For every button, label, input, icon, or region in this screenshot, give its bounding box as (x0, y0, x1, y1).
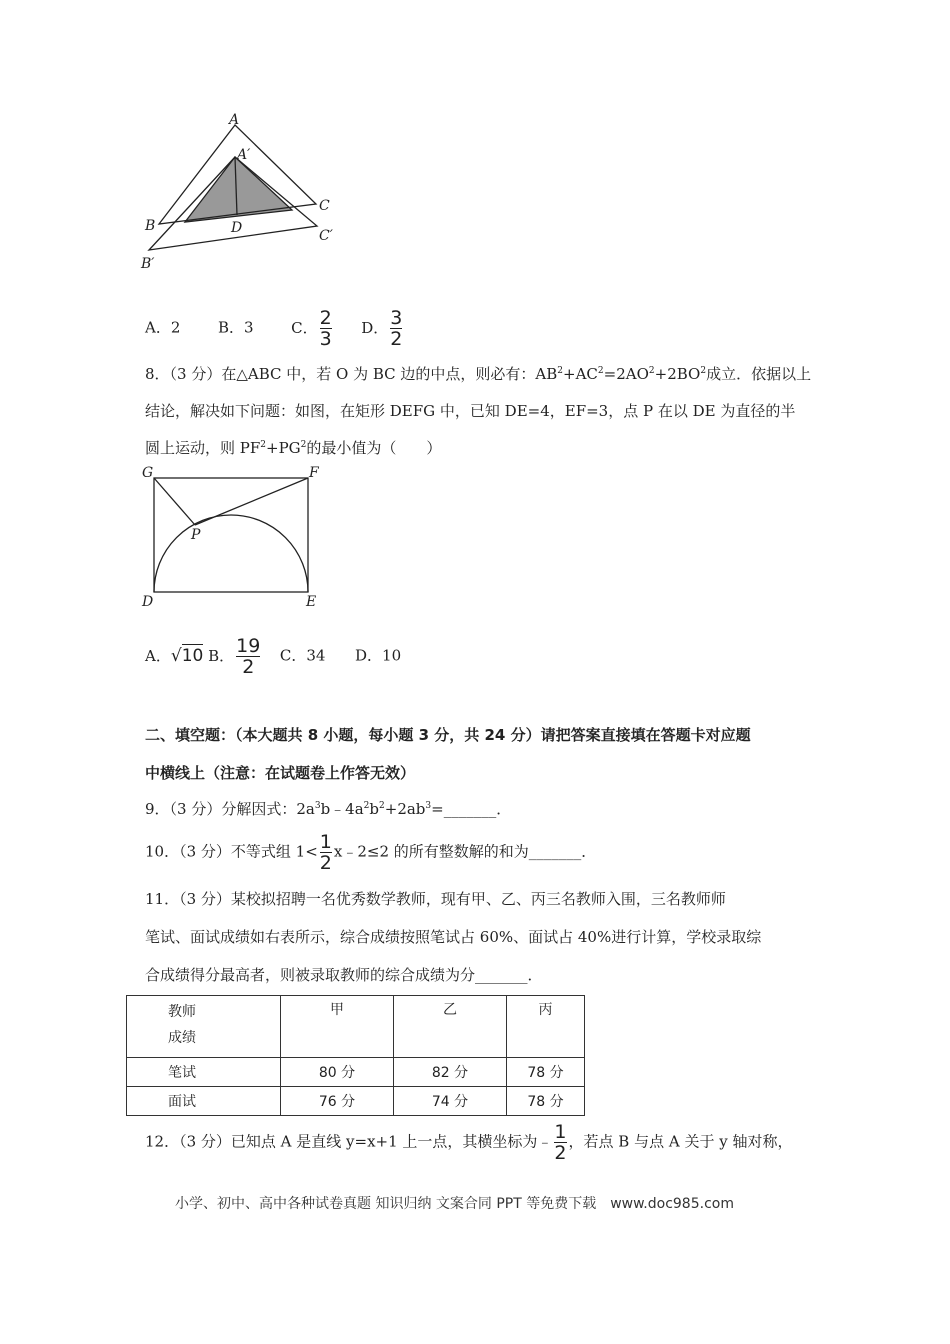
q8-line-3: 圆上运动，则 $PF^2+PG^2$的最小值为（ ） (145, 439, 442, 457)
table-cell: 82 分 (394, 1058, 507, 1087)
section-2-heading-line-2: 中横线上（注意：在试题卷上作答无效） (145, 764, 416, 782)
table-col-header: 乙 (394, 996, 507, 1058)
segment-pg (154, 478, 195, 525)
label-b: B (145, 218, 156, 234)
page-footer: 小学、初中、高中各种试卷真题 知识归纳 文案合同 PPT 等免费下载 www.doc985.com (175, 1196, 734, 1212)
label-p: P (191, 527, 201, 543)
table-corner-header: 教师 成绩 (127, 996, 281, 1058)
q11-line-2: 笔试、面试成绩如右表所示，综合成绩按照笔试占 60%、面试占 40%进行计算，学校录取综 (145, 928, 762, 946)
table-cell: 76 分 (281, 1087, 394, 1116)
label-a-prime: A′ (237, 147, 251, 163)
table-row (127, 1058, 585, 1087)
label-e: E (306, 594, 317, 610)
label-a: A (229, 112, 240, 128)
shaded-triangle (185, 157, 292, 222)
q7-option-b: B．3 (217, 318, 254, 337)
q11-line-1: 11．（3 分）某校拟招聘一名优秀数学教师，现有甲、乙、丙三名教师入围，三名教师师 (145, 890, 726, 908)
semicircle (154, 515, 308, 592)
label-f: F (309, 465, 319, 481)
q8-line-1: 8．（3 分）在△ABC 中，若 O 为 BC 边的中点，则必有：$AB^2+AC^2=2AO^2+2BO^2$成立．依据以上 (145, 365, 812, 383)
table-cell: 78 分 (507, 1087, 585, 1116)
table-cell: 74 分 (394, 1087, 507, 1116)
q9: 9．（3 分）分解因式：$2a^3b﹣4a^2b^2+2ab^3=\_\_\_\_\_\_\_$． (145, 800, 512, 818)
label-d: D (231, 220, 243, 236)
section-2-heading-line-1: 二、填空题：（本大题共 8 小题，每小题 3 分，共 24 分）请把答案直接填在答题卡对应题 (145, 726, 751, 744)
label-c-prime: C′ (319, 228, 333, 244)
rectangle-defg (154, 478, 308, 592)
q8-options (145, 636, 401, 677)
q8-option-d: D．10 (355, 646, 402, 665)
q11-line-3: 合成绩得分最高者，则被录取教师的综合成绩为分_______． (145, 966, 543, 984)
q12: 12．（3 分）已知点 A 是直线 y=x+1 上一点，其横坐标为﹣ $\frac{1}{2}$ ，若点 B 与点 A 关于 y 轴对称， (145, 1121, 793, 1164)
table-cell: 80 分 (281, 1058, 394, 1087)
table-cell: 78 分 (507, 1058, 585, 1087)
triangle-figure-q7 (135, 110, 345, 275)
table-col-header: 甲 (281, 996, 394, 1058)
q8-line-2: 结论，解决如下问题：如图，在矩形 DEFG 中，已知 DE=4，EF=3，点 P 在以 DE 为直径的半 (145, 402, 796, 420)
q7-option-c: C． $\frac{2}{3}$ (291, 307, 332, 350)
table-row-label: 面试 (127, 1087, 281, 1116)
table-col-header: 丙 (507, 996, 585, 1058)
q7-option-d: D． $\frac{3}{2}$ (361, 307, 403, 350)
q8-option-b: B． $\frac{19}{2}$ (208, 635, 261, 678)
q7-options (145, 308, 404, 349)
table-header-row (127, 996, 585, 1058)
label-d: D (142, 594, 154, 610)
rectangle-figure-q8 (138, 460, 328, 610)
q7-option-a: A．2 (145, 318, 181, 337)
label-g: G (142, 465, 154, 481)
q8-option-c: C．34 (279, 646, 326, 665)
score-table (126, 995, 585, 1116)
q8-option-a: A．√10 (145, 645, 204, 666)
label-c: C (319, 198, 330, 214)
q10: 10．（3 分）不等式组 1< $\frac{1}{2}$ x﹣2≤2 的所有整数解的和为_______． (145, 831, 597, 874)
table-row-label: 笔试 (127, 1058, 281, 1087)
table-row (127, 1087, 585, 1116)
label-b-prime: B′ (141, 256, 155, 272)
